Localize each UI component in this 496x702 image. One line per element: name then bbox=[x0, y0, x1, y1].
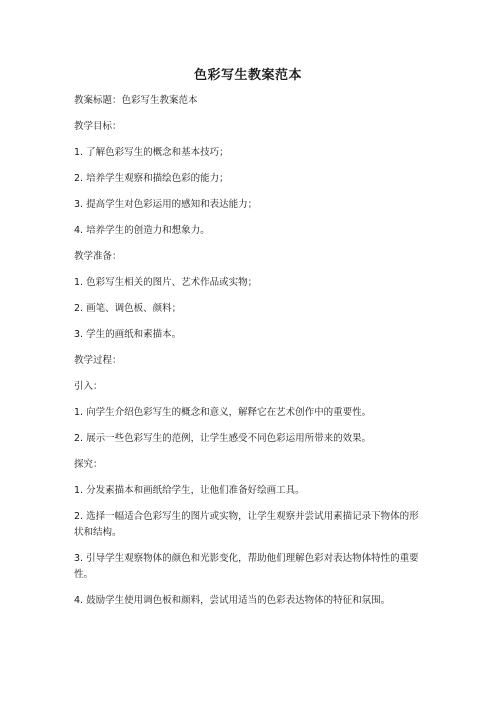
heading-exploration: 探究： bbox=[74, 459, 103, 470]
list-item-explore-1: 1. 分发素描本和画纸给学生，让他们准备好绘画工具。 bbox=[74, 485, 305, 496]
list-item-explore-2: 2. 选择一幅适合色彩写生的图片或实物，让学生观察并尝试用素描记录下物体的形状和结构。 bbox=[74, 511, 419, 538]
list-item-explore-3: 3. 引导学生观察物体的颜色和光影变化，帮助他们理解色彩对表达物体特性的重要性。 bbox=[74, 553, 419, 580]
heading-teaching-goals: 教学目标： bbox=[74, 121, 122, 132]
list-item-prep-1: 1. 色彩写生相关的图片、艺术作品或实物； bbox=[74, 277, 258, 288]
document-body bbox=[74, 93, 426, 619]
list-item-goal-2: 2. 培养学生观察和描绘色彩的能力； bbox=[74, 173, 229, 184]
heading-teaching-process: 教学过程： bbox=[74, 355, 122, 366]
document-title: 色彩写生教案范本 bbox=[193, 68, 302, 83]
list-item-prep-2: 2. 画笔、调色板、颜料； bbox=[74, 303, 182, 314]
list-item-goal-1: 1. 了解色彩写生的概念和基本技巧； bbox=[74, 147, 229, 158]
heading-introduction: 引入： bbox=[74, 381, 103, 392]
list-item-intro-2: 2. 展示一些色彩写生的范例，让学生感受不同色彩运用所带来的效果。 bbox=[74, 433, 372, 444]
paragraph-lesson-title: 教案标题：色彩写生教案范本 bbox=[74, 95, 198, 106]
heading-teaching-prep: 教学准备： bbox=[74, 251, 122, 262]
list-item-intro-1: 1. 向学生介绍色彩写生的概念和意义，解释它在艺术创作中的重要性。 bbox=[74, 407, 372, 418]
list-item-prep-3: 3. 学生的画纸和素描本。 bbox=[74, 329, 182, 340]
list-item-explore-4: 4. 鼓励学生使用调色板和颜料，尝试用适当的色彩表达物体的特征和氛围。 bbox=[74, 595, 391, 606]
list-item-goal-4: 4. 培养学生的创造力和想象力。 bbox=[74, 225, 210, 236]
list-item-goal-3: 3. 提高学生对色彩运用的感知和表达能力； bbox=[74, 199, 258, 210]
